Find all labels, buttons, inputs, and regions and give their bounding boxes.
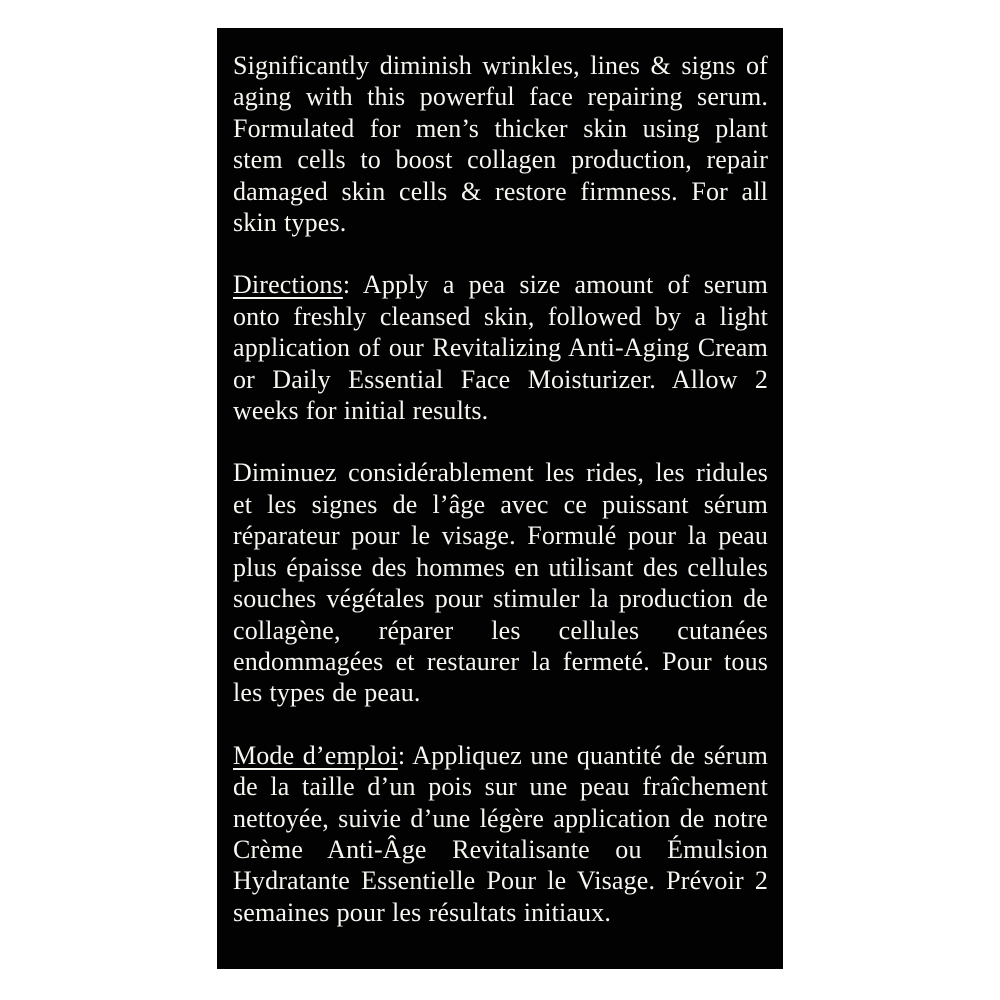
directions-en-text: : Apply a pea size amount of serum onto freshly cleansed skin, followed by a light application of our Revitalizing Anti-Aging Cream or Daily Essential Face Moisturizer. Allow 2 weeks for initial results. xyxy=(233,270,768,426)
directions-en-heading: Directions xyxy=(233,270,343,300)
paragraph-description-en xyxy=(233,50,768,238)
directions-fr-heading: Mode d’emploi xyxy=(233,740,398,770)
description-fr-text: Diminuez considérablement les rides, les ridules et les signes de l’âge avec ce puissant sérum réparateur pour le visage. Formulé pour la peau plus épaisse des hommes en utilisant des cellules souches végétales pour stimuler la production de collagène, réparer les cellules cutanées endommagées et restaurer la fermeté. Pour tous les types de peau. xyxy=(233,458,768,708)
paragraph-directions-en xyxy=(233,269,768,426)
description-en-text: Significantly diminish wrinkles, lines & signs of aging with this powerful face repairing serum. Formulated for men’s thicker skin using plant stem cells to boost collagen production, repair damaged skin cells & restore firmness. For all skin types. xyxy=(233,51,768,238)
product-label-panel xyxy=(217,28,783,969)
paragraph-directions-fr xyxy=(233,740,768,928)
paragraph-description-fr xyxy=(233,457,768,708)
directions-fr-text: : Appliquez une quantité de sérum de la taille d’un pois sur une peau fraîchement nettoyée, suivie d’une légère application de notre Crème Anti-Âge Revitalisante ou Émulsion Hydratante Essentielle Pour le Visage. Prévoir 2 semaines pour les résultats initiaux. xyxy=(233,740,768,927)
